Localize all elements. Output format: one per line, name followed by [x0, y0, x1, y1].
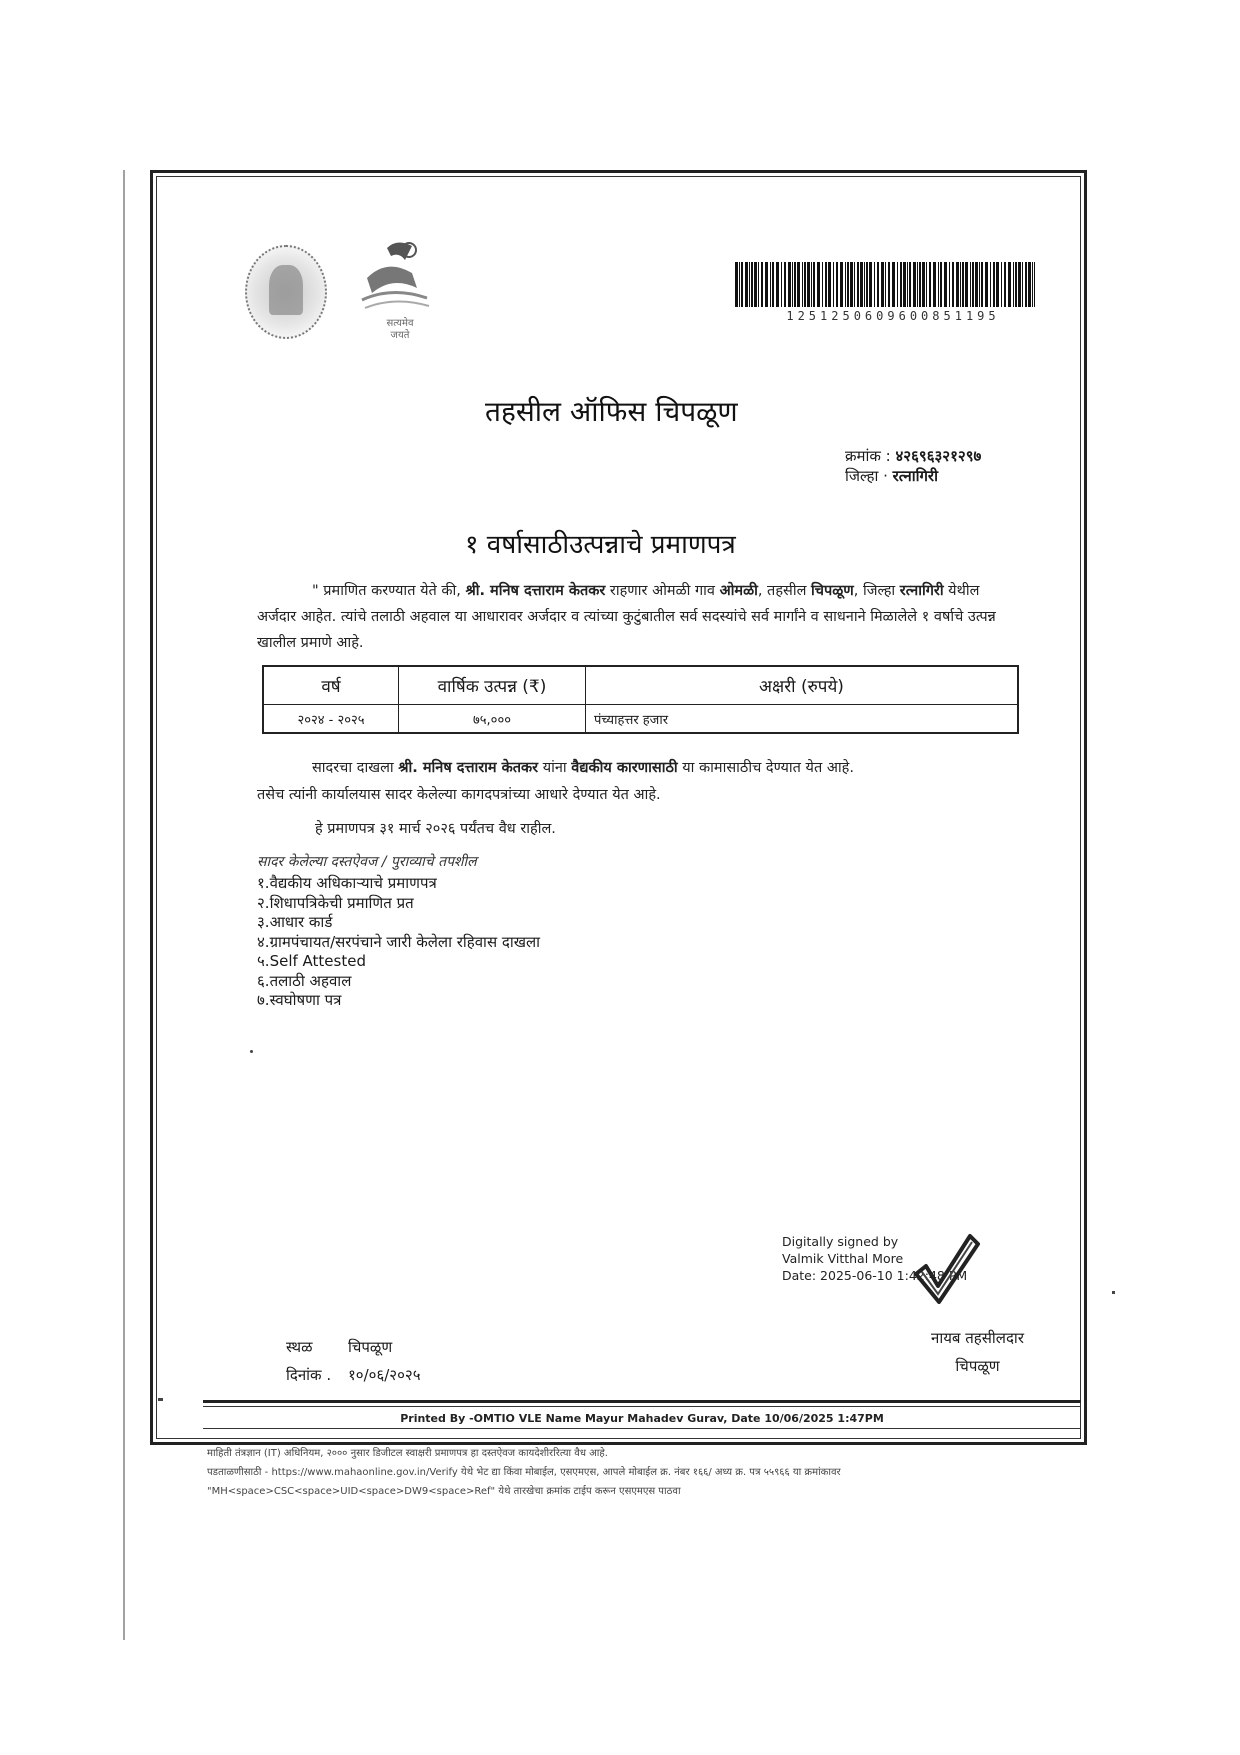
documents-heading: सादर केलेल्या दस्तऐवज / पुराव्याचे तपशील: [257, 854, 477, 870]
date-value: १०/०६/२०२५: [348, 1366, 421, 1384]
purpose-paragraph: सादरचा दाखला श्री. मनिष दत्ताराम केतकर यांना वैद्यकीय कारणासाठी या कामासाठीच देण्यात येत आहे. तसेच त्यांनी कार्यालयास सादर केलेल्या कागदपत्रांच्या आधारे देण्यात येत आहे.: [257, 760, 854, 803]
state-seal-icon: [245, 245, 327, 339]
certificate-body: " प्रमाणित करण्यात येते की, श्री. मनिष दत्ताराम केतकर राहणार ओमळी गाव ओमळी, तहसील चिपळूण, जिल्हा रत्नागिरी येथील अर्जदार आहेत. त्यांचे तलाठी अहवाल या आधारावर अर्जदार व त्यांच्या कुटुंबातील सर्व सदस्यांचे सर्व मार्गांने व साधनाने मिळालेले १ वर्षाचे उत्पन्न खालील प्रमाणे आहे.: [257, 583, 996, 651]
divider: [203, 1400, 1081, 1403]
income-table: [262, 665, 1019, 734]
list-item: २.शिधापत्रिकेची प्रमाणित प्रत: [257, 893, 414, 912]
krmank-label: क्रमांक :: [845, 447, 891, 465]
header-income: वार्षिक उत्पन्न (₹): [399, 666, 586, 705]
district-value: रत्नागिरी: [892, 467, 938, 485]
date-label: दिनांक .: [286, 1366, 332, 1384]
list-item: ५.Self Attested: [257, 952, 366, 970]
cell-income: ७५,०००: [399, 705, 586, 734]
office-title: तहसील ऑफिस चिपळूण: [485, 395, 738, 428]
krmank-value: ४२६९६३२१२९७: [895, 447, 982, 465]
place-value: चिपळूण: [348, 1338, 393, 1356]
footer-line: माहिती तंत्रज्ञान (IT) अधिनियम, २००० नुसार डिजीटल स्वाक्षरी प्रमाणपत्र हा दस्तऐवज कायदेशीररित्या वैध आहे.: [207, 1448, 608, 1459]
list-item: १.वैद्यकीय अधिकाऱ्याचे प्रमाणपत्र: [257, 874, 437, 892]
scan-speck: [158, 1398, 163, 1401]
list-item: ७.स्वघोषणा पत्र: [257, 991, 342, 1009]
emblem-caption: सत्यमेव जयते: [386, 318, 414, 341]
certificate-title: १ वर्षासाठीउत्पन्नाचे प्रमाणपत्र: [465, 530, 736, 560]
barcode-icon: [735, 262, 1035, 307]
divider: [203, 1406, 1081, 1407]
table-row: [263, 705, 1018, 734]
digital-signature-block: Digitally signed by Valmik Vitthal More Date: 2025-06-10 1:42:48 PM: [782, 1234, 968, 1283]
officer-designation: नायब तहसीलदार: [931, 1329, 1024, 1347]
divider: [203, 1428, 1081, 1429]
scan-speck: [1112, 1291, 1115, 1294]
validity-text: हे प्रमाणपत्र ३१ मार्च २०२६ पर्यंतच वैध राहील.: [315, 821, 556, 837]
scan-speck: [250, 1050, 253, 1053]
list-item: ४.ग्रामपंचायत/सरपंचाने जारी केलेला रहिवास दाखला: [257, 932, 541, 951]
place-date-block: [286, 1333, 421, 1389]
list-item: ६.तलाठी अहवाल: [257, 971, 352, 990]
footer-line: पडताळणीसाठी - https://www.mahaonline.gov.in/Verify येथे भेट द्या किंवा मोबाईल, एसएमएस, आपले मोबाईल क्र. नंबर १६६/ अध्य क्र. पत्र ५५९६६ या क्रमांकावर: [207, 1467, 841, 1478]
header-words: अक्षरी (रुपये): [586, 666, 1019, 705]
signature-check-icon: [912, 1232, 980, 1304]
officer-block: [905, 1324, 1050, 1380]
cell-year: २०२४ - २०२५: [263, 705, 399, 734]
header-year: वर्ष: [263, 666, 399, 705]
printed-by-line: Printed By -OMTIO VLE Name Mayur Mahadev Gurav, Date 10/06/2025 1:47PM: [400, 1412, 884, 1425]
scan-edge-line: [123, 170, 125, 1640]
barcode-number: 1251250609600851195: [786, 309, 1000, 323]
place-label: स्थळ: [286, 1338, 313, 1356]
officer-place: चिपळूण: [955, 1357, 1000, 1375]
table-header-row: [263, 666, 1018, 705]
footer-line: "MH<space>CSC<space>UID<space>DW9<space>Ref" येथे तारखेचा क्रमांक टाईप करून एसएमएस पाठवा: [207, 1486, 681, 1497]
cell-words: पंच्याहत्तर हजार: [586, 705, 1019, 734]
reference-block: क्रमांक : ४२६९६३२१२९७ जिल्हा · रत्नागिरी: [845, 447, 982, 485]
footer-notes: [207, 1444, 1127, 1501]
documents-list: [257, 874, 540, 1011]
district-label: जिल्हा: [845, 467, 879, 485]
list-item: ३.आधार कार्ड: [257, 913, 333, 931]
